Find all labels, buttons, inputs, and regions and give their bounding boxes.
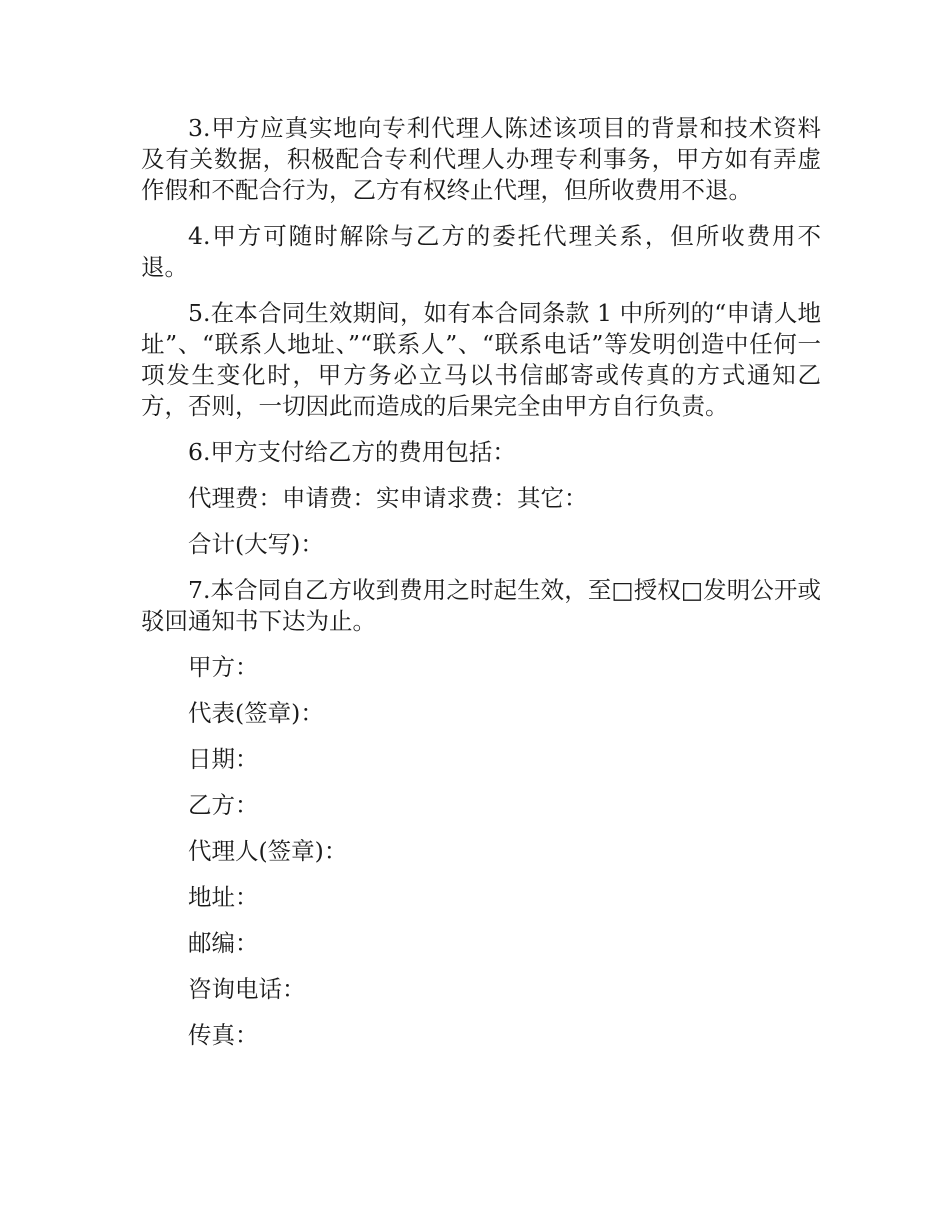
party-b-field: 乙方：: [188, 791, 259, 819]
clause-6: 6.甲方支付给乙方的费用包括：: [188, 438, 516, 466]
date-field: 日期：: [188, 745, 259, 773]
phone-field: 咨询电话：: [188, 975, 306, 1003]
address-field: 地址：: [188, 883, 259, 911]
fees-line: 代理费：申请费：实申请求费：其它：: [188, 484, 588, 512]
fax-field: 传真：: [188, 1021, 259, 1049]
clause-7: 7.本合同自乙方收到费用之时起生效，至□授权□发明公开或驳回通知书下达为止。: [141, 576, 821, 635]
postcode-field: 邮编：: [188, 929, 259, 957]
representative-signature-field: 代表(签章)：: [188, 699, 324, 727]
agent-signature-field: 代理人(签章)：: [188, 837, 348, 865]
document-body: [141, 113, 821, 1066]
party-a-field: 甲方：: [188, 653, 259, 681]
total-line: 合计(大写)：: [188, 530, 324, 558]
clause-5: 5.在本合同生效期间，如有本合同条款 1 中所列的“申请人地址”、“联系人地址、”“联系人”、“联系电话”等发明创造中任何一项发生变化时，甲方务必立马以书信邮寄或传真的方式通知乙方，否则，一切因此而造成的后果完全由甲方自行负责。: [141, 299, 821, 420]
clause-4: 4.甲方可随时解除与乙方的委托代理关系，但所收费用不退。: [141, 222, 821, 281]
clause-3: 3.甲方应真实地向专利代理人陈述该项目的背景和技术资料及有关数据，积极配合专利代理人办理专利事务，甲方如有弄虚作假和不配合行为，乙方有权终止代理，但所收费用不退。: [141, 114, 821, 204]
